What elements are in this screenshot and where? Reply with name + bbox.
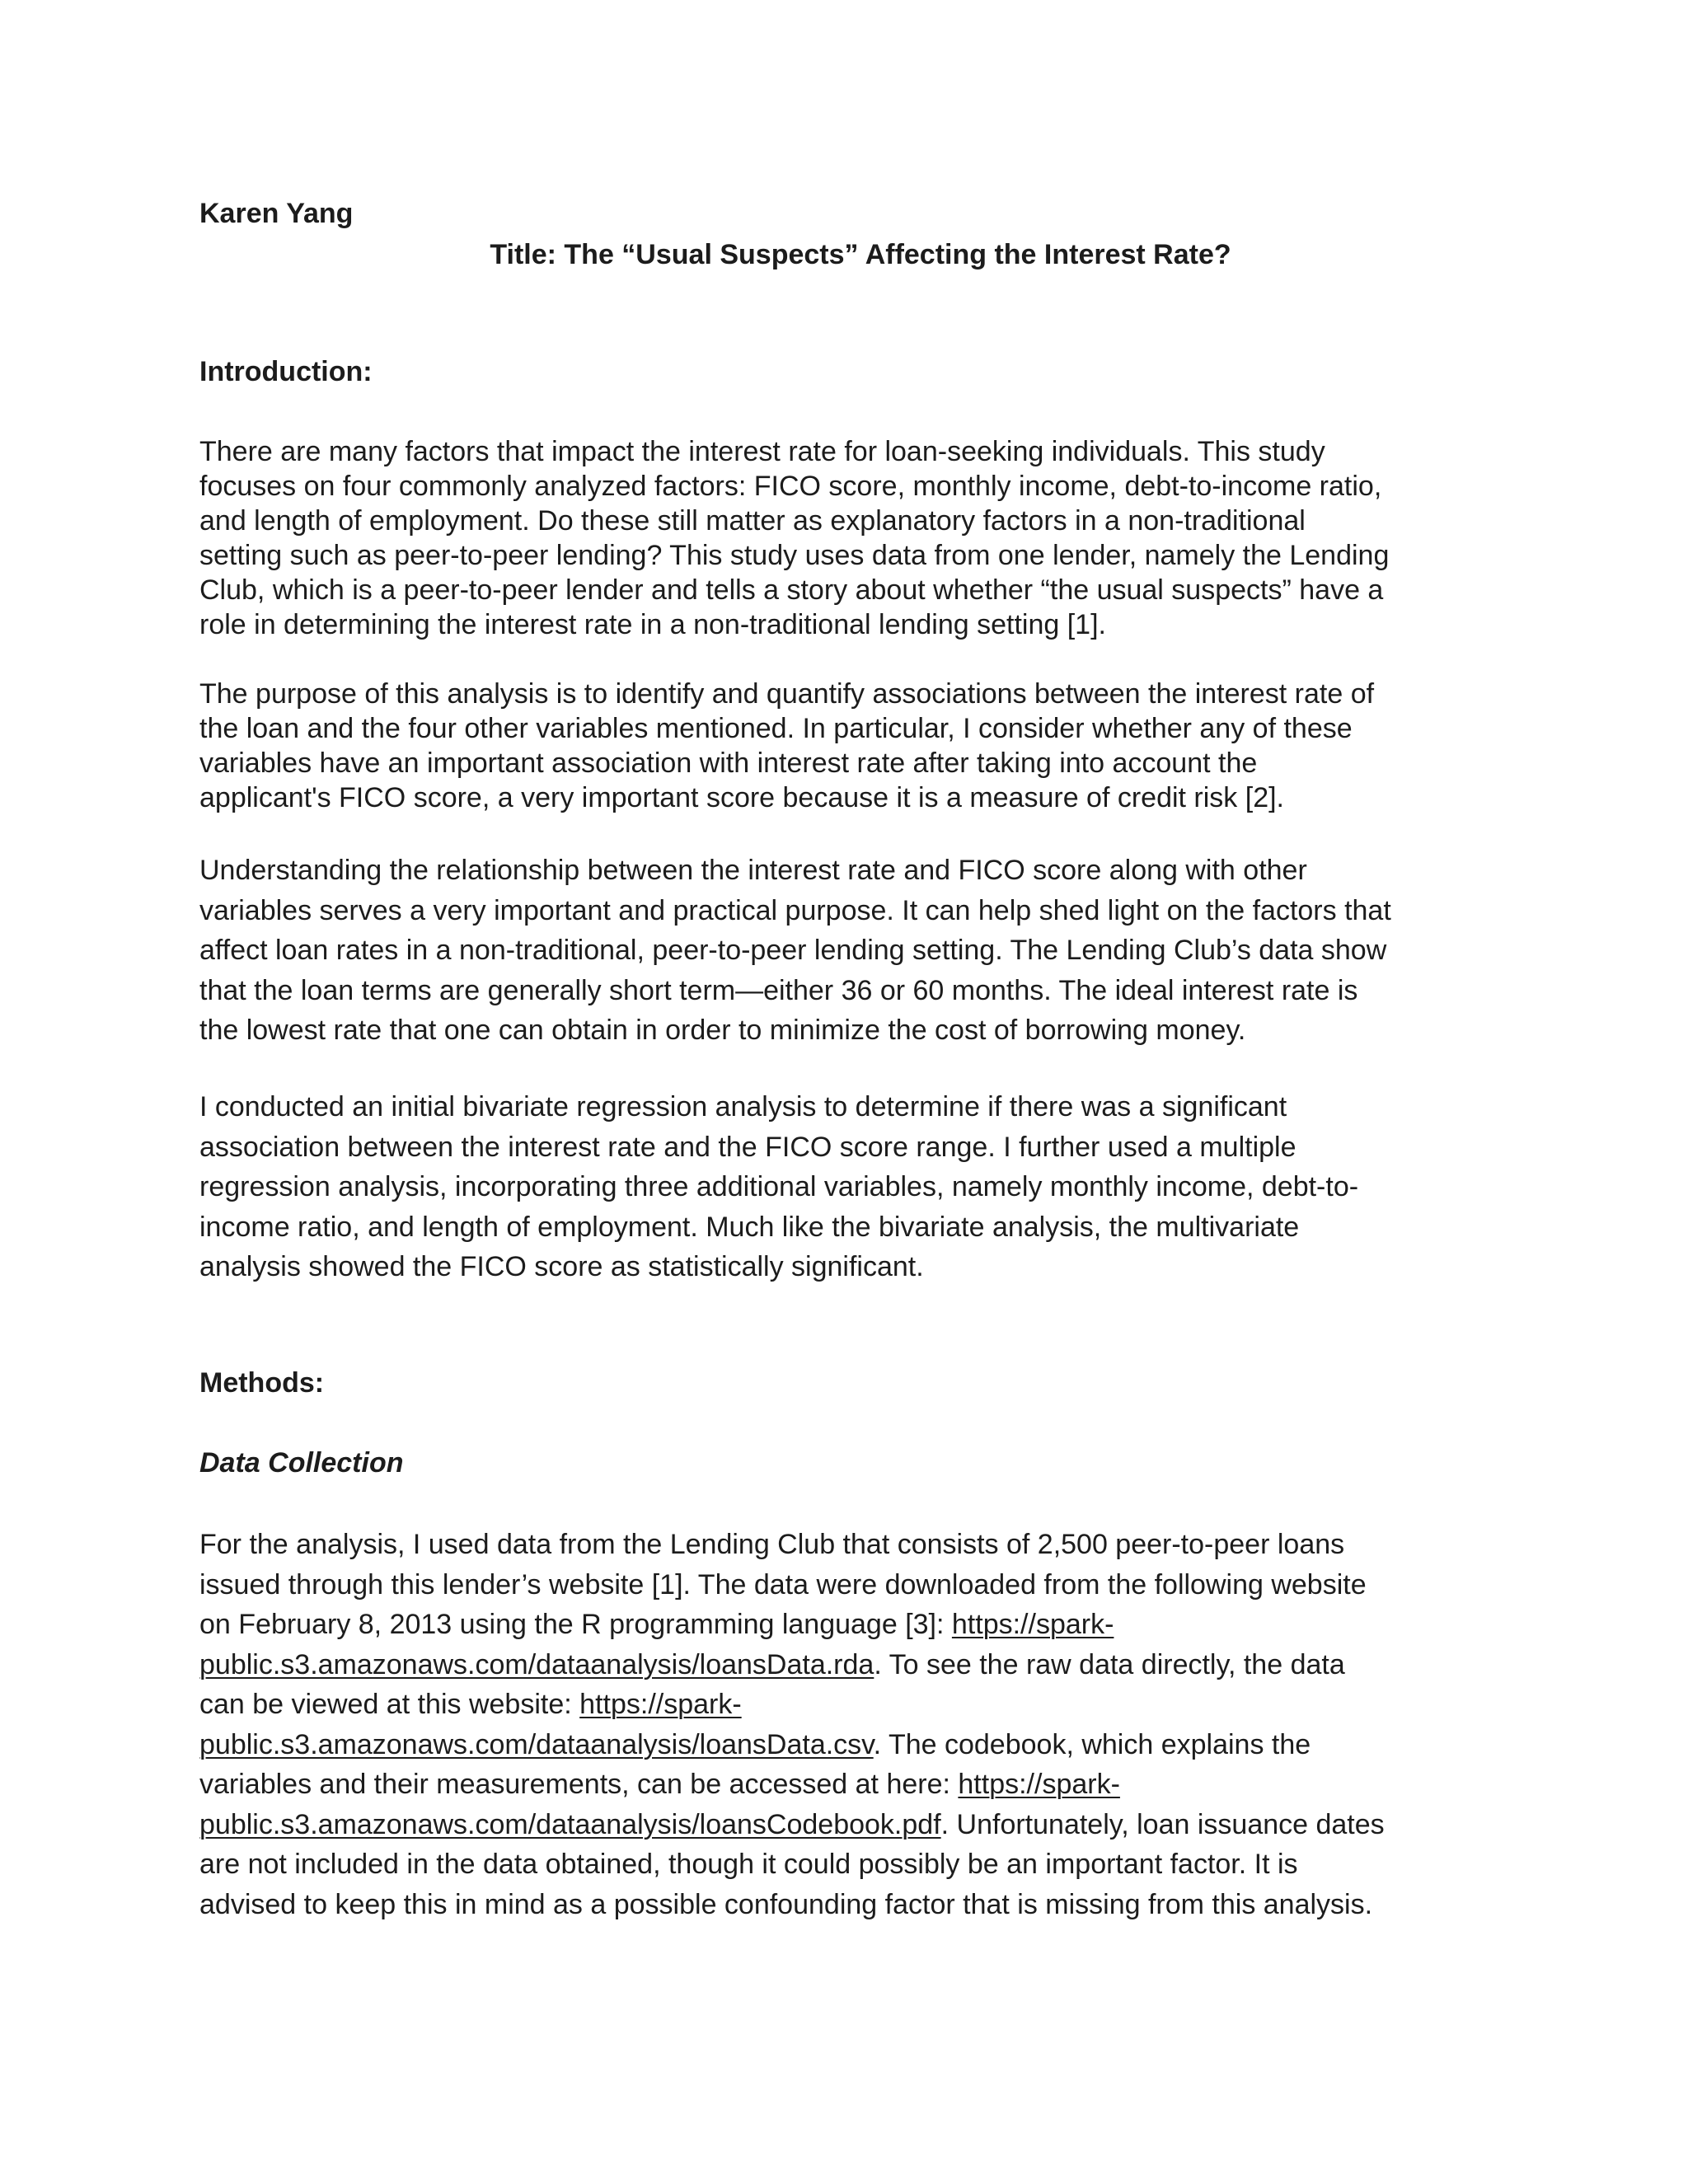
- text-line: For the analysis, I used data from the Lending Club that consists of 2,500 peer-to-peer loans: [199, 1529, 1345, 1560]
- text-line: There are many factors that impact the interest rate for loan-seeking individuals. This study: [199, 436, 1325, 467]
- text-line: role in determining the interest rate in a non-traditional lending setting [1].: [199, 609, 1106, 640]
- codebook-pdf-link[interactable]: https://spark-: [958, 1769, 1120, 1800]
- introduction-heading: Introduction:: [199, 356, 373, 387]
- text-line: setting such as peer-to-peer lending? This study uses data from one lender, namely the Lending: [199, 540, 1390, 571]
- text-line: the loan and the four other variables mentioned. In particular, I consider whether any of these: [199, 713, 1353, 744]
- loansdata-rda-link-continued[interactable]: public.s3.amazonaws.com/dataanalysis/loansData.rda: [199, 1648, 874, 1680]
- data-collection-subheading: Data Collection: [199, 1447, 404, 1479]
- text-line: [199, 1685, 1493, 1725]
- text-line: Understanding the relationship between the interest rate and FICO score along with other: [199, 855, 1307, 886]
- text-segment: variables and their measurements, can be accessed at here:: [199, 1769, 959, 1800]
- intro-paragraph-3: [199, 851, 1493, 1051]
- text-line: I conducted an initial bivariate regression analysis to determine if there was a significant: [199, 1091, 1287, 1122]
- text-line: The purpose of this analysis is to identify and quantify associations between the interest rate of: [199, 678, 1375, 710]
- text-line: are not included in the data obtained, though it could possibly be an important factor. It is: [199, 1849, 1298, 1880]
- loansdata-csv-link-continued[interactable]: public.s3.amazonaws.com/dataanalysis/loansData.csv: [199, 1728, 874, 1760]
- author-name: Karen Yang: [199, 198, 354, 229]
- text-line: that the loan terms are generally short term—either 36 or 60 months. The ideal interest rate is: [199, 974, 1358, 1006]
- intro-paragraph-4: [199, 1087, 1493, 1287]
- text-line: [199, 1605, 1493, 1645]
- methods-heading: Methods:: [199, 1367, 325, 1399]
- text-line: [199, 1805, 1493, 1845]
- text-segment: . To see the raw data directly, the data: [874, 1648, 1345, 1680]
- text-line: the lowest rate that one can obtain in order to minimize the cost of borrowing money.: [199, 1015, 1246, 1046]
- text-line: [199, 1725, 1493, 1765]
- intro-paragraph-1: [199, 434, 1493, 642]
- loansdata-csv-link[interactable]: https://spark-: [579, 1689, 742, 1720]
- text-segment: . Unfortunately, loan issuance dates: [940, 1808, 1385, 1840]
- text-line: [199, 1765, 1493, 1805]
- text-line: issued through this lender’s website [1]. The data were downloaded from the following website: [199, 1568, 1367, 1601]
- text-line: Club, which is a peer-to-peer lender and tells a story about whether “the usual suspects” have a: [199, 574, 1384, 606]
- text-line: association between the interest rate and the FICO score range. I further used a multiple: [199, 1131, 1296, 1163]
- text-line: regression analysis, incorporating three additional variables, namely monthly income, debt-to-: [199, 1171, 1359, 1202]
- text-segment: on February 8, 2013 using the R programming language [3]:: [199, 1609, 952, 1640]
- codebook-pdf-link-continued[interactable]: public.s3.amazonaws.com/dataanalysis/loansCodebook.pdf: [199, 1808, 941, 1840]
- text-segment: can be viewed at this website:: [199, 1689, 580, 1720]
- text-line: analysis showed the FICO score as statistically significant.: [199, 1251, 924, 1282]
- page-title: Title: The “Usual Suspects” Affecting the Interest Rate?: [490, 239, 1231, 270]
- intro-paragraph-2: [199, 677, 1493, 815]
- text-line: affect loan rates in a non-traditional, peer-to-peer lending setting. The Lending Club’s data show: [199, 935, 1387, 966]
- text-line: variables have an important association with interest rate after taking into account the: [199, 748, 1258, 779]
- text-line: focuses on four commonly analyzed factors: FICO score, monthly income, debt-to-income ratio,: [199, 471, 1382, 502]
- text-line: advised to keep this in mind as a possible confounding factor that is missing from this analysis.: [199, 1888, 1373, 1920]
- text-line: [199, 1645, 1493, 1685]
- text-line: income ratio, and length of employment. Much like the bivariate analysis, the multivariate: [199, 1211, 1300, 1243]
- text-segment: . The codebook, which explains the: [873, 1728, 1311, 1760]
- loansdata-rda-link[interactable]: https://spark-: [951, 1609, 1114, 1640]
- text-line: and length of employment. Do these still matter as explanatory factors in a non-traditional: [199, 505, 1306, 537]
- methods-paragraph-1: [199, 1525, 1493, 1924]
- text-line: variables serves a very important and practical purpose. It can help shed light on the factors that: [199, 894, 1391, 926]
- text-line: applicant's FICO score, a very important score because it is a measure of credit risk [2].: [199, 782, 1285, 813]
